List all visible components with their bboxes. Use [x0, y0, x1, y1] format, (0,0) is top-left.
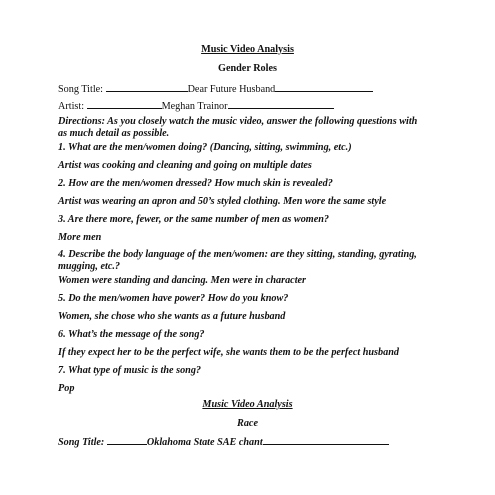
question-3: 3. Are there more, fewer, or the same number of men as women?: [58, 214, 330, 225]
artist-value: Meghan Trainor: [161, 101, 228, 112]
blank-line: [87, 99, 162, 109]
song-title-label: Song Title:: [58, 84, 104, 95]
blank-line: [275, 82, 373, 92]
answer-4: Women were standing and dancing. Men were in character: [58, 275, 307, 286]
directions-text: Directions: As you closely watch the music video, answer the following questions with as much detail as possible.: [58, 116, 418, 139]
section-subtitle: Race: [237, 418, 258, 429]
blank-line: [107, 435, 147, 445]
question-6: 6. What’s the message of the song?: [58, 329, 205, 340]
answer-7: Pop: [58, 383, 75, 394]
answer-1: Artist was cooking and cleaning and going on multiple dates: [58, 160, 312, 171]
blank-line: [228, 99, 334, 109]
race-song-title-label: Song Title:: [58, 437, 105, 448]
blank-line: [106, 82, 188, 92]
answer-5: Women, she chose who she wants as a future husband: [58, 311, 286, 322]
answer-6: If they expect her to be the perfect wife, she wants them to be the perfect husband: [58, 347, 399, 358]
race-song-title-value: Oklahoma State SAE chant: [146, 437, 263, 448]
page-subtitle: Gender Roles: [218, 63, 277, 74]
song-title-row: [58, 82, 373, 96]
artist-label: Artist:: [58, 101, 85, 112]
question-7: 7. What type of music is the song?: [58, 365, 202, 376]
song-title-value: Dear Future Husband: [187, 84, 276, 95]
artist-row: [58, 99, 334, 113]
race-song-title-row: [58, 435, 389, 449]
question-1: 1. What are the men/women doing? (Dancing, sitting, swimming, etc.): [58, 142, 352, 153]
question-5: 5. Do the men/women have power? How do you know?: [58, 293, 289, 304]
section-title: Music Video Analysis: [202, 399, 293, 410]
question-2: 2. How are the men/women dressed? How much skin is revealed?: [58, 178, 333, 189]
page-title: Music Video Analysis: [201, 44, 294, 55]
answer-2: Artist was wearing an apron and 50’s styled clothing. Men wore the same style: [58, 196, 387, 207]
blank-line: [263, 435, 389, 445]
answer-3: More men: [58, 232, 102, 243]
question-4: 4. Describe the body language of the men/women: are they sitting, standing, gyrating, mugging, etc.?: [58, 249, 417, 272]
